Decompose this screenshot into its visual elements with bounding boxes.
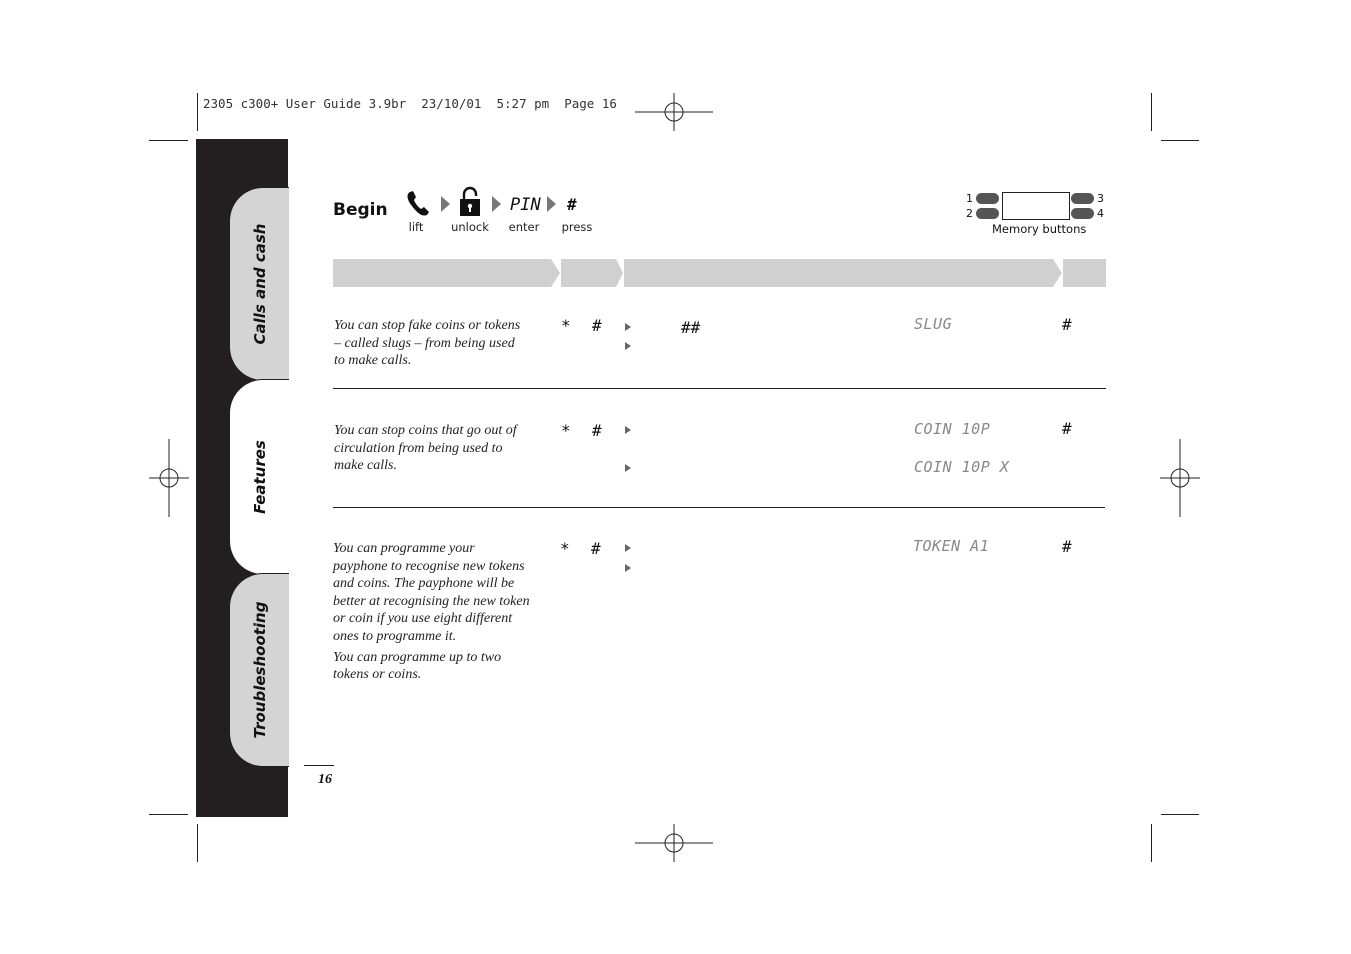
crop-mark — [1161, 814, 1199, 815]
lcd-display-text: TOKEN A1 — [913, 537, 990, 555]
tab-troubleshooting[interactable] — [229, 573, 289, 767]
memory-button-4 — [1071, 208, 1094, 219]
bullet-arrow-icon — [625, 323, 631, 331]
hash-key-icon: # — [592, 316, 602, 335]
column-header-bands — [333, 259, 1106, 287]
memory-number: 1 — [966, 192, 973, 205]
star-key-icon: * — [561, 421, 571, 440]
step-label-lift: lift — [408, 220, 424, 234]
printer-slug-line: 2305 c300+ User Guide 3.9br 23/10/01 5:27 pm Page 16 — [203, 96, 617, 111]
hash-key-icon: # — [591, 539, 601, 558]
memory-buttons-label: Memory buttons — [992, 222, 1087, 236]
registration-mark-icon — [635, 824, 713, 862]
pin-symbol: PIN — [510, 195, 541, 215]
lcd-display-text: COIN 10P — [914, 420, 991, 438]
page-number-rule — [304, 765, 334, 766]
step-label-unlock: unlock — [451, 220, 489, 234]
memory-number: 3 — [1097, 192, 1104, 205]
section-3-description: You can programme your payphone to recognise new tokens and coins. The payphone will be better at recognising the new token or coin if you use eight different ones to programme it. You can programme up to two tokens or coins. — [333, 541, 530, 683]
memory-button-3 — [1071, 193, 1094, 204]
lcd-display-text: SLUG — [914, 315, 953, 333]
tab-calls-and-cash[interactable] — [229, 187, 289, 381]
memory-button-1 — [976, 193, 999, 204]
memory-number: 2 — [966, 207, 973, 220]
crop-mark — [197, 824, 198, 862]
phone-display-box — [1002, 192, 1070, 220]
double-hash-key-icon: ## — [681, 318, 701, 337]
step-arrow-icon — [547, 196, 556, 212]
hash-key-icon: # — [1062, 537, 1072, 556]
registration-mark-icon — [1160, 439, 1200, 517]
star-key-icon: * — [561, 316, 571, 335]
crop-mark — [149, 140, 188, 141]
registration-mark-icon — [149, 439, 189, 517]
section-divider — [333, 388, 1106, 389]
bullet-arrow-icon — [625, 464, 631, 472]
section-2-description: You can stop coins that go out of circulation from being used to make calls. — [334, 423, 517, 474]
padlock-icon — [458, 186, 482, 218]
step-label-press: press — [561, 220, 593, 234]
section-divider — [333, 507, 1105, 508]
step-label-enter: enter — [508, 220, 540, 234]
bullet-arrow-icon — [625, 564, 631, 572]
step-arrow-icon — [441, 196, 450, 212]
crop-mark — [149, 814, 188, 815]
star-key-icon: * — [560, 539, 570, 558]
page-number: 16 — [318, 772, 332, 787]
crop-mark — [1151, 824, 1152, 862]
tab-features[interactable] — [229, 379, 289, 575]
handset-icon — [404, 188, 432, 220]
crop-mark — [1151, 93, 1152, 131]
registration-mark-icon — [635, 93, 713, 131]
tab-label: Troubleshooting — [250, 601, 269, 739]
lcd-display-text: COIN 10P X — [914, 458, 1010, 476]
bullet-arrow-icon — [625, 544, 631, 552]
hash-key-icon: # — [567, 195, 577, 214]
bullet-arrow-icon — [625, 426, 631, 434]
begin-title: Begin — [333, 200, 388, 220]
crop-mark — [1161, 140, 1199, 141]
memory-number: 4 — [1097, 207, 1104, 220]
bullet-arrow-icon — [625, 342, 631, 350]
step-arrow-icon — [492, 196, 501, 212]
hash-key-icon: # — [1062, 315, 1072, 334]
tab-label: Calls and cash — [250, 223, 269, 345]
section-1-description: You can stop fake coins or tokens – called slugs – from being used to make calls. — [334, 318, 521, 369]
memory-button-2 — [976, 208, 999, 219]
crop-mark — [197, 93, 198, 131]
hash-key-icon: # — [592, 421, 602, 440]
hash-key-icon: # — [1062, 419, 1072, 438]
tab-label: Features — [250, 440, 269, 514]
